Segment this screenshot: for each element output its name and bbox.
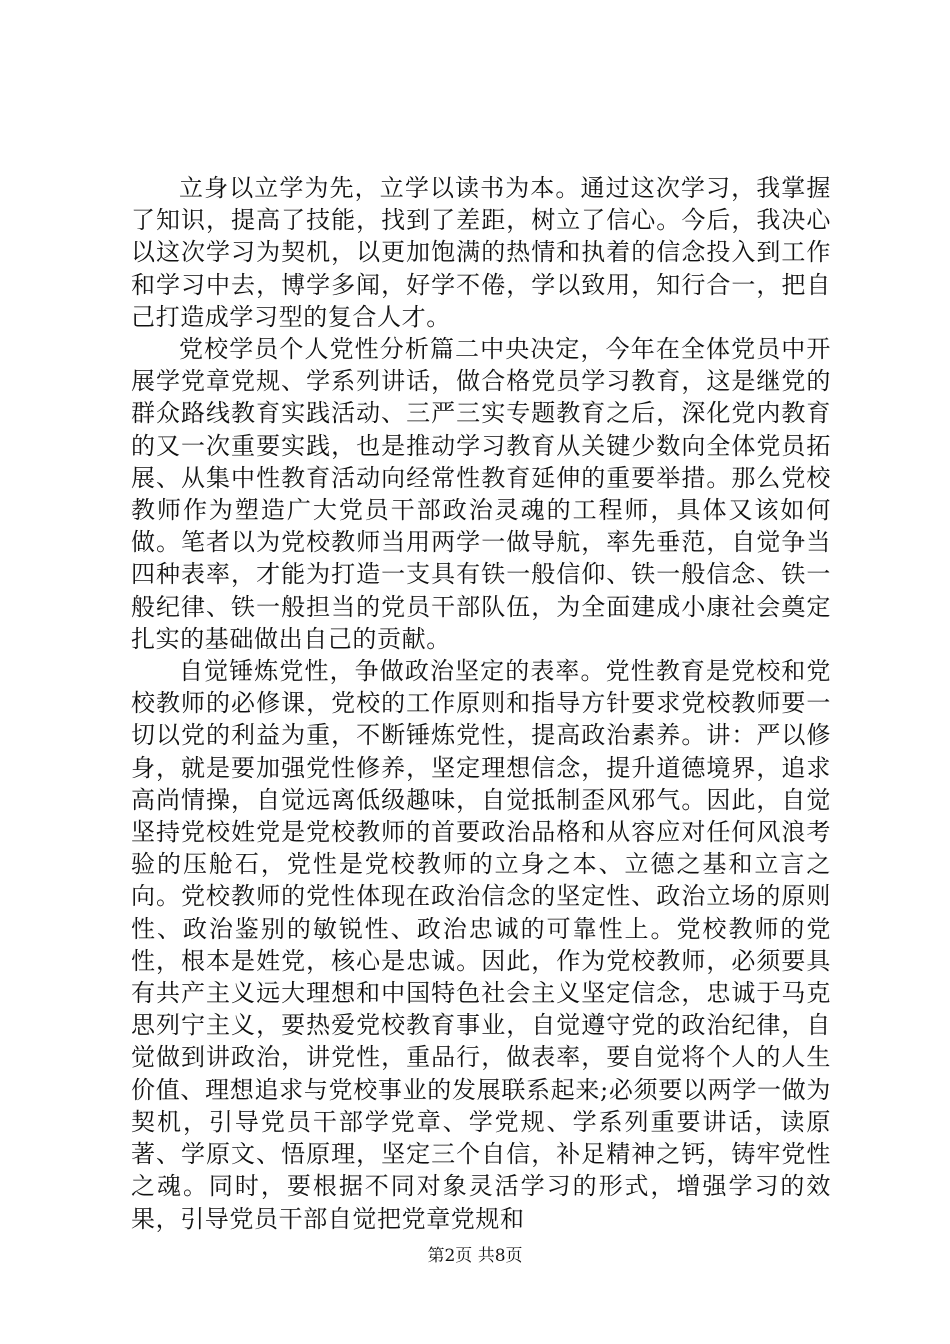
paragraph-3: 自觉锤炼党性，争做政治坚定的表率。党性教育是党校和党校教师的必修课，党校的工作原则和指导方针要求党校教师要一切以党的利益为重，不断锤炼党性，提高政治素养。讲：严以修身，就是要加强党性修养，坚定理想信念，提升道德境界，追求高尚情操，自觉远离低级趣味，自觉抵制歪风邪气。因此，自觉坚持党校姓党是党校教师的首要政治品格和从容应对任何风浪考验的压舱石，党性是党校教师的立身之本、立德之基和立言之向。党校教师的党性体现在政治信念的坚定性、政治立场的原则性、政治鉴别的敏锐性、政治忠诚的可靠性上。党校教师的党性，根本是姓党，核心是忠诚。因此，作为党校教师，必须要具有共产主义远大理想和中国特色社会主义坚定信念，忠诚于马克思列宁主义，要热爱党校教育事业，自觉遵守党的政治纪律，自觉做到讲政治，讲党性，重品行，做表率，要自觉将个人的人生价值、理想追求与党校事业的发展联系起来;必须要以两学一做为契机，引导党员干部学党章、学党规、学系列重要讲话，读原著、学原文、悟原理，坚定三个自信，补足精神之钙，铸牢党性之魂。同时，要根据不同对象灵活学习的形式，增强学习的效果，引导党员干部自觉把党章党规和 [131, 657, 831, 1233]
body-text [131, 172, 831, 1235]
paragraph-2: 党校学员个人党性分析篇二中央决定，今年在全体党员中开展学党章党规、学系列讲话，做合格党员学习教育，这是继党的群众路线教育实践活动、三严三实专题教育之后，深化党内教育的又一次重要实践，也是推动学习教育从关键少数向全体党员拓展、从集中性教育活动向经常性教育延伸的重要举措。那么党校教师作为塑造广大党员干部政治灵魂的工程师，具体又该如何做。笔者以为党校教师当用两学一做导航，率先垂范，自觉争当四种表率，才能为打造一支具有铁一般信仰、铁一般信念、铁一般纪律、铁一般担当的党员干部队伍，为全面建成小康社会奠定扎实的基础做出自己的贡献。 [131, 335, 831, 653]
paragraph-1: 立身以立学为先，立学以读书为本。通过这次学习，我掌握了知识，提高了技能，找到了差距，树立了信心。今后，我决心以这次学习为契机，以更加饱满的热情和执着的信念投入到工作和学习中去，博学多闻，好学不倦，学以致用，知行合一，把自己打造成学习型的复合人才。 [131, 174, 831, 331]
page-footer: 第2页 共8页 [427, 1246, 523, 1266]
